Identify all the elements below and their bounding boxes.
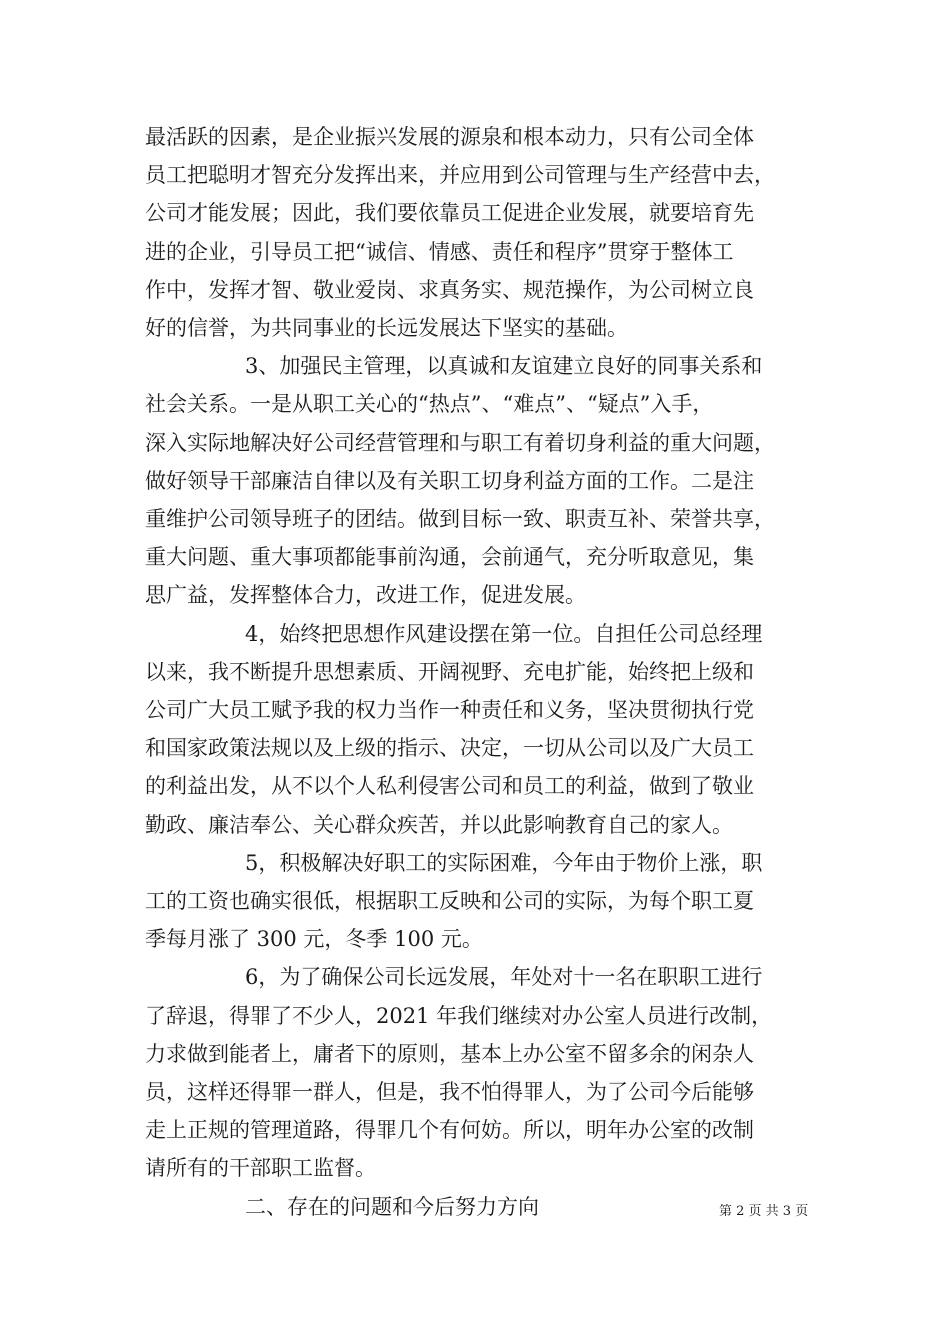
text-line: 请所有的干部职工监督。: [145, 1156, 376, 1181]
text-line: 3、加强民主管理，以真诚和友谊建立良好的同事关系和: [245, 354, 763, 379]
text-line: 二、存在的问题和今后努力方向: [245, 1194, 539, 1219]
text-line: 以来，我不断提升思想素质、开阔视野、充电扩能，始终把上级和: [145, 659, 754, 684]
text-line: 和国家政策法规以及上级的指示、决定，一切从公司以及广大员工: [145, 736, 754, 761]
text-line: 的利益出发，从不以个人私利侵害公司和员工的利益，做到了敬业: [145, 774, 754, 799]
paragraph-item-6: [145, 958, 805, 1187]
text-line: 社会关系。一是从职工关心的“热点”、“难点”、“疑点”入手，: [145, 392, 714, 417]
text-line: 深入实际地解决好公司经营管理和与职工有着切身利益的重大问题，: [145, 430, 775, 455]
text-line: 进的企业，引导员工把“诚信、情感、责任和程序”贯穿于整体工: [145, 239, 734, 264]
paragraph-continuation: [145, 118, 805, 347]
text-line: 4，始终把思想作风建设摆在第一位。自担任公司总经理: [245, 621, 763, 646]
text-line: 力求做到能者上，庸者下的原则，基本上办公室不留多余的闲杂人: [145, 1041, 754, 1066]
text-line: 公司广大员工赋予我的权力当作一种责任和义务，坚决贯彻执行党: [145, 698, 754, 723]
text-line: 6，为了确保公司长远发展，年处对十一名在职职工进行: [245, 965, 763, 990]
text-line: 重大问题、重大事项都能事前沟通，会前通气，充分听取意见，集: [145, 545, 754, 570]
text-line: 好的信誉，为共同事业的长远发展达下坚实的基础。: [145, 316, 628, 341]
paragraph-item-4: [145, 615, 805, 844]
text-line: 最活跃的因素，是企业振兴发展的源泉和根本动力，只有公司全体: [145, 125, 754, 149]
section-heading: [145, 1188, 805, 1226]
text-line: 公司才能发展；因此，我们要依靠员工促进企业发展，就要培育先: [145, 201, 754, 226]
text-line: 员工把聪明才智充分发挥出来，并应用到公司管理与生产经营中去，: [145, 163, 775, 188]
text-line: 做好领导干部廉洁自律以及有关职工切身利益方面的工作。二是注: [145, 468, 754, 493]
document-body: [145, 118, 805, 1226]
text-line: 5，积极解决好职工的实际困难，今年由于物价上涨，职: [245, 850, 763, 875]
paragraph-item-3: [145, 347, 805, 614]
text-line: 走上正规的管理道路，得罪几个有何妨。所以，明年办公室的改制: [145, 1118, 754, 1143]
text-line: 勤政、廉洁奉公、关心群众疾苦，并以此影响教育自己的家人。: [145, 812, 733, 837]
text-line: 思广益，发挥整体合力，改进工作，促进发展。: [145, 583, 586, 608]
text-line: 工的工资也确实很低，根据职工反映和公司的实际，为每个职工夏: [145, 889, 754, 914]
text-line: 员，这样还得罪一群人，但是，我不怕得罪人，为了公司今后能够: [145, 1080, 754, 1105]
paragraph-item-5: [145, 844, 805, 959]
text-line: 作中，发挥才智、敬业爱岗、求真务实、规范操作，为公司树立良: [145, 277, 754, 302]
text-line: 重维护公司领导班子的团结。做到目标一致、职责互补、荣誉共享，: [145, 507, 775, 532]
page-number-footer: 第 2 页 共 3 页: [719, 1204, 809, 1219]
text-line: 季每月涨了 300 元，冬季 100 元。: [145, 927, 483, 952]
text-line: 了辞退，得罪了不少人，2021 年我们继续对办公室人员进行改制，: [145, 1003, 773, 1028]
